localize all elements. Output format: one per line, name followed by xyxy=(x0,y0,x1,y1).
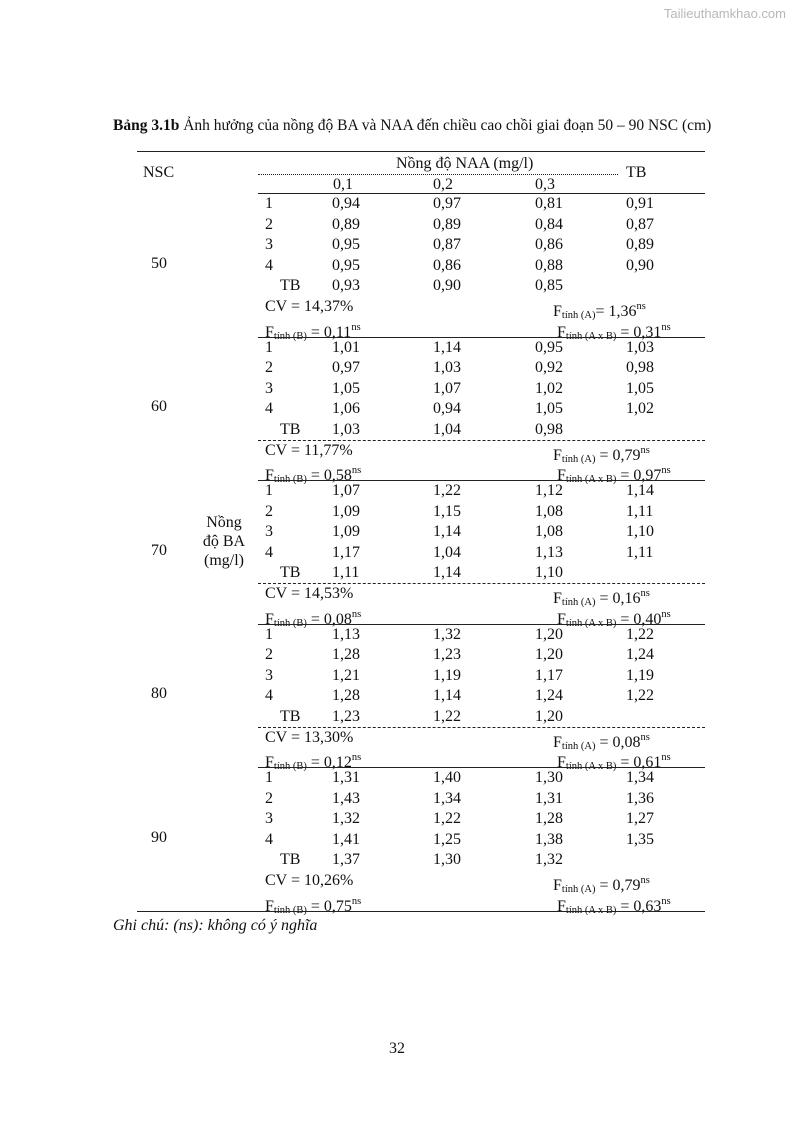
f-letter: F xyxy=(553,303,562,320)
table-cell: 1,25 xyxy=(433,830,461,848)
table-cell-tb: 0,90 xyxy=(626,256,654,274)
f-value: = 0,58 xyxy=(306,467,352,485)
f-value: = 0,40 xyxy=(616,610,662,628)
tb-cell: 0,85 xyxy=(535,277,563,295)
ns-superscript: ns xyxy=(636,301,646,312)
tb-cell: 1,03 xyxy=(332,420,360,438)
table-cell-tb: 1,22 xyxy=(626,687,654,705)
ba-level: 3 xyxy=(265,236,273,254)
ba-level: 3 xyxy=(265,523,273,541)
f-letter: F xyxy=(557,323,566,341)
footnote: Ghi chú: (ns): không có ý nghĩa xyxy=(113,917,318,934)
table-bottom-rule xyxy=(137,911,705,912)
table-cell: 1,05 xyxy=(535,400,563,418)
ns-superscript: ns xyxy=(661,321,671,333)
tb-cell: 1,32 xyxy=(535,851,563,869)
ba-level: 4 xyxy=(265,400,273,418)
block-separator xyxy=(258,767,705,768)
f-b-stat xyxy=(265,893,361,920)
table-cell: 1,22 xyxy=(433,810,461,828)
block-separator xyxy=(258,624,705,625)
f-value: = 0,79 xyxy=(595,446,641,464)
table-cell-tb: 1,11 xyxy=(626,502,654,520)
table-cell: 0,95 xyxy=(332,236,360,254)
table-cell-tb: 0,89 xyxy=(626,236,654,254)
table-cell: 0,94 xyxy=(433,400,461,418)
page-number: 32 xyxy=(389,1040,405,1057)
f-subscript: tính (B) xyxy=(273,617,307,629)
f-value: = 0,63 xyxy=(616,897,662,915)
tb-cell: 0,93 xyxy=(332,277,360,295)
f-value: = 0,97 xyxy=(616,467,662,485)
table-cell: 1,43 xyxy=(332,789,360,807)
f-letter: F xyxy=(553,733,562,751)
table-cell: 1,06 xyxy=(332,400,360,418)
table-cell-tb: 1,34 xyxy=(626,769,654,786)
table-cell: 1,23 xyxy=(433,646,461,664)
header-tb: TB xyxy=(626,164,647,181)
f-value: = 0,08 xyxy=(306,610,352,628)
table-cell: 1,01 xyxy=(332,338,360,356)
f-subscript: tính (A x B) xyxy=(565,761,617,773)
header-subrule xyxy=(258,174,618,175)
f-subscript: tính (A) xyxy=(561,597,596,608)
ba-level: 2 xyxy=(265,646,273,664)
f-letter: F xyxy=(265,467,274,485)
table-cell: 1,34 xyxy=(433,789,461,807)
table-cell: 1,14 xyxy=(433,523,461,541)
f-subscript: tính (A) xyxy=(561,740,596,752)
nsc-day: 70 xyxy=(151,541,167,559)
table-cell-tb: 1,35 xyxy=(626,830,654,848)
cv-value: CV = 14,53% xyxy=(265,585,354,602)
table-cell: 1,07 xyxy=(433,379,461,397)
table-cell-tb: 1,27 xyxy=(626,810,654,828)
table-cell: 0,87 xyxy=(433,236,461,254)
tb-cell: 1,20 xyxy=(535,707,563,725)
table-cell-tb: 1,14 xyxy=(626,482,654,499)
table-cell-tb: 1,22 xyxy=(626,625,654,643)
header-nsc: NSC xyxy=(143,164,175,181)
table-cell: 0,94 xyxy=(332,195,360,212)
block-separator xyxy=(258,480,705,481)
f-letter: F xyxy=(557,610,566,628)
table-cell: 1,32 xyxy=(433,625,461,643)
f-letter: F xyxy=(265,897,274,915)
caption-label: Bảng 3.1b xyxy=(113,117,180,134)
tb-row-label: TB xyxy=(280,707,301,725)
f-letter: F xyxy=(265,610,274,628)
header-naa-title: Nồng độ NAA (mg/l) xyxy=(396,155,534,172)
cv-value: CV = 13,30% xyxy=(265,728,354,746)
table-cell: 1,05 xyxy=(332,379,360,397)
ba-level: 4 xyxy=(265,543,273,561)
row-label-line: Nồng xyxy=(206,514,242,531)
table-cell: 1,22 xyxy=(433,482,461,499)
ns-superscript: ns xyxy=(661,608,671,620)
table-cell: 0,95 xyxy=(535,338,563,356)
table-cell: 1,14 xyxy=(433,687,461,705)
f-subscript: tính (A x B) xyxy=(565,904,617,916)
table-cell: 1,03 xyxy=(433,359,461,377)
tb-cell: 1,04 xyxy=(433,420,461,438)
table-cell: 1,28 xyxy=(332,646,360,664)
tb-cell: 1,14 xyxy=(433,564,461,582)
ns-superscript: ns xyxy=(640,731,650,743)
f-letter: F xyxy=(557,897,566,915)
table-cell: 0,92 xyxy=(535,359,563,377)
table-cell: 1,41 xyxy=(332,830,360,848)
table-cell: 1,17 xyxy=(535,666,563,684)
nsc-day: 60 xyxy=(151,398,167,416)
table-cell-tb: 1,11 xyxy=(626,543,654,561)
header-naa-level: 0,1 xyxy=(333,176,353,193)
f-subscript: tính (B) xyxy=(273,330,307,342)
ns-superscript: ns xyxy=(351,465,362,477)
table-cell: 0,89 xyxy=(433,215,461,233)
table-cell: 1,20 xyxy=(535,625,563,643)
ba-level: 4 xyxy=(265,687,273,705)
f-subscript: tính (A x B) xyxy=(565,617,617,629)
ba-level: 1 xyxy=(265,769,273,786)
f-value: = 0,31 xyxy=(616,323,662,341)
table-cell: 1,17 xyxy=(332,543,360,561)
f-subscript: tính (A x B) xyxy=(565,330,617,342)
ns-superscript: ns xyxy=(351,752,362,764)
f-letter: F xyxy=(557,467,566,485)
table-cell-tb: 1,36 xyxy=(626,789,654,807)
ns-superscript: ns xyxy=(661,895,671,907)
table-cell: 1,40 xyxy=(433,769,461,786)
table-cell: 0,88 xyxy=(535,256,563,274)
ba-level: 1 xyxy=(265,625,273,643)
row-label-ba xyxy=(200,513,248,570)
f-letter: F xyxy=(553,590,562,607)
tb-cell: 0,90 xyxy=(433,277,461,295)
watermark: Tailieuthamkhao.com xyxy=(663,6,786,21)
table-cell: 1,32 xyxy=(332,810,360,828)
f-value: = 0,61 xyxy=(616,754,662,772)
ns-superscript: ns xyxy=(351,895,362,907)
ba-level: 3 xyxy=(265,379,273,397)
tb-row-label: TB xyxy=(280,851,301,869)
table-cell: 1,14 xyxy=(433,338,461,356)
tb-cell: 1,37 xyxy=(332,851,360,869)
table-cell-tb: 1,10 xyxy=(626,523,654,541)
table-cell: 1,07 xyxy=(332,482,360,499)
table-cell: 0,95 xyxy=(332,256,360,274)
table-cell: 1,02 xyxy=(535,379,563,397)
ba-level: 2 xyxy=(265,502,273,520)
f-subscript: tính (A) xyxy=(561,310,596,321)
tb-cell: 1,22 xyxy=(433,707,461,725)
cv-value: CV = 11,77% xyxy=(265,441,353,459)
ba-level: 4 xyxy=(265,830,273,848)
table-cell: 1,20 xyxy=(535,646,563,664)
table-cell: 1,13 xyxy=(332,625,360,643)
table-cell: 1,21 xyxy=(332,666,360,684)
f-subscript: tính (A) xyxy=(561,453,596,465)
cv-value: CV = 14,37% xyxy=(265,298,354,315)
f-value: = 0,12 xyxy=(306,754,352,772)
ns-superscript: ns xyxy=(640,875,650,886)
f-subscript: tính (B) xyxy=(273,761,307,773)
table-cell: 1,09 xyxy=(332,523,360,541)
f-letter: F xyxy=(557,754,566,772)
ns-superscript: ns xyxy=(351,321,361,333)
header-bottom-rule xyxy=(258,193,705,194)
row-label-line: (mg/l) xyxy=(204,552,244,569)
cv-value: CV = 10,26% xyxy=(265,872,354,889)
table-cell: 0,97 xyxy=(433,195,461,212)
table-cell: 1,24 xyxy=(535,687,563,705)
ba-level: 2 xyxy=(265,789,273,807)
table-cell-tb: 1,02 xyxy=(626,400,654,418)
table-caption xyxy=(113,117,711,135)
table-cell: 1,30 xyxy=(535,769,563,786)
f-ab-stat xyxy=(557,893,671,920)
tb-cell: 1,30 xyxy=(433,851,461,869)
f-subscript: tính (B) xyxy=(273,904,307,916)
f-value: = 0,75 xyxy=(306,897,352,915)
tb-cell: 0,98 xyxy=(535,420,563,438)
table-cell-tb: 0,87 xyxy=(626,215,654,233)
nsc-day: 90 xyxy=(151,828,167,846)
ns-superscript: ns xyxy=(640,444,650,456)
ba-level: 1 xyxy=(265,338,273,356)
table-cell: 1,28 xyxy=(332,687,360,705)
tb-cell: 1,23 xyxy=(332,707,360,725)
f-value: = 0,11 xyxy=(306,323,352,341)
f-value: = 1,36 xyxy=(595,303,637,320)
table-cell-tb: 1,05 xyxy=(626,379,654,397)
table-cell: 1,09 xyxy=(332,502,360,520)
ba-level: 1 xyxy=(265,482,273,499)
tb-row-label: TB xyxy=(280,420,301,438)
table-cell-tb: 1,24 xyxy=(626,646,654,664)
table-cell-tb: 0,98 xyxy=(626,359,654,377)
f-letter: F xyxy=(265,323,274,341)
f-letter: F xyxy=(265,754,274,772)
f-subscript: tính (A x B) xyxy=(565,474,617,486)
table-cell: 0,97 xyxy=(332,359,360,377)
f-value: = 0,08 xyxy=(595,733,641,751)
ba-level: 4 xyxy=(265,256,273,274)
header-naa-level: 0,2 xyxy=(433,176,453,193)
table-cell-tb: 0,91 xyxy=(626,195,654,212)
f-letter: F xyxy=(553,446,562,464)
nsc-day: 50 xyxy=(151,254,167,272)
table-cell: 1,13 xyxy=(535,543,563,561)
caption-text: Ảnh hưởng của nồng độ BA và NAA đến chiều cao chồi giai đoạn 50 – 90 NSC (cm) xyxy=(183,117,712,134)
tb-row-label: TB xyxy=(280,564,301,582)
table-cell: 1,08 xyxy=(535,523,563,541)
table-cell: 1,04 xyxy=(433,543,461,561)
table-cell-tb: 1,03 xyxy=(626,338,654,356)
table-cell: 0,89 xyxy=(332,215,360,233)
ba-level: 1 xyxy=(265,195,273,212)
ns-superscript: ns xyxy=(351,608,362,620)
block-separator xyxy=(258,337,705,338)
f-value: = 0,79 xyxy=(595,877,641,894)
f-subscript: tính (B) xyxy=(273,474,307,486)
table-cell: 1,31 xyxy=(535,789,563,807)
table-cell: 1,38 xyxy=(535,830,563,848)
ns-superscript: ns xyxy=(661,465,671,477)
ba-level: 3 xyxy=(265,666,273,684)
table-cell: 1,12 xyxy=(535,482,563,499)
tb-row-label: TB xyxy=(280,277,301,295)
table-cell: 1,31 xyxy=(332,769,360,786)
ns-superscript: ns xyxy=(661,752,671,764)
nsc-day: 80 xyxy=(151,685,167,703)
header-naa-level: 0,3 xyxy=(535,176,555,193)
ba-level: 3 xyxy=(265,810,273,828)
table-cell-tb: 1,19 xyxy=(626,666,654,684)
ns-superscript: ns xyxy=(640,588,650,599)
ba-level: 2 xyxy=(265,359,273,377)
table-top-rule xyxy=(137,151,705,152)
table-cell: 1,08 xyxy=(535,502,563,520)
table-cell: 1,19 xyxy=(433,666,461,684)
f-value: = 0,16 xyxy=(595,590,641,607)
table-cell: 0,86 xyxy=(433,256,461,274)
f-letter: F xyxy=(553,877,562,894)
tb-cell: 1,11 xyxy=(332,564,360,582)
tb-cell: 1,10 xyxy=(535,564,563,582)
f-subscript: tính (A) xyxy=(561,884,596,895)
table-cell: 1,15 xyxy=(433,502,461,520)
table-cell: 1,28 xyxy=(535,810,563,828)
row-label-line: độ BA xyxy=(202,533,246,550)
table-cell: 0,86 xyxy=(535,236,563,254)
ba-level: 2 xyxy=(265,215,273,233)
table-cell: 0,84 xyxy=(535,215,563,233)
table-cell: 0,81 xyxy=(535,195,563,212)
